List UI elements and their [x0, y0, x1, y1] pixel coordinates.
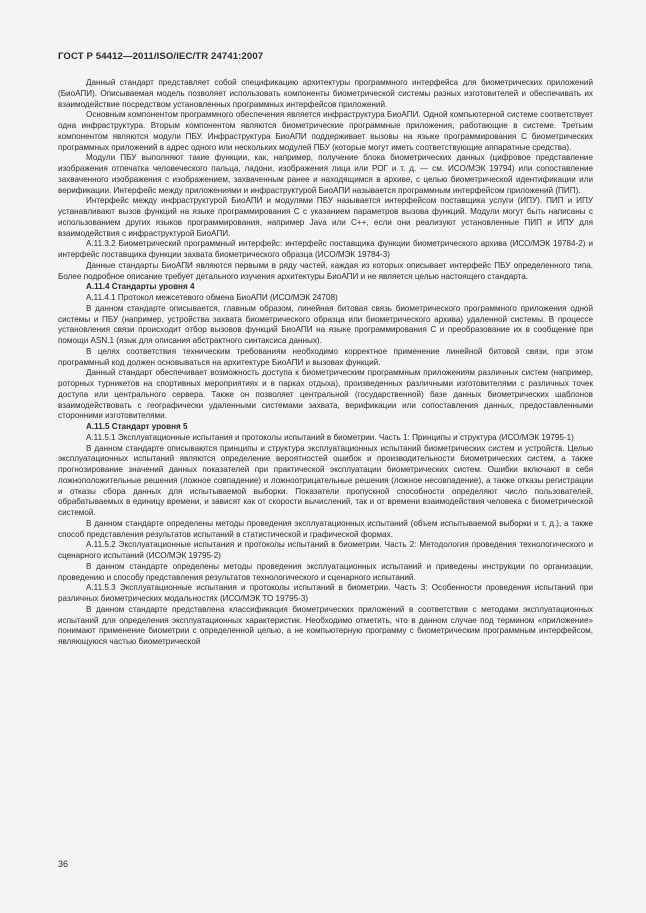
section-heading: А.11.4 Стандарты уровня 4: [86, 282, 195, 292]
paragraph: Данные стандарты БиоАПИ являются первыми в ряду частей, каждая из которых описывает интерфейс ПБУ определенного типа. Более подробное описание требует детального изучения архитектуры БиоАПИ и не является целью настоящего стандарта.: [58, 260, 593, 281]
paragraph: Модули ПБУ выполняют такие функции, как, например, получение блока биометрических данных (цифровое представление изображения отпечатка человеческого пальца, ладони, изображения лица или РОГ и т. д. — см. ИСО/МЭК 19794) или сопоставление захваченного изображения с изображением, захваченным ранее и находящимся в архиве, с целью биометрической идентификации или верификации. Интерфейс между приложениями и инфраструктурой БиоАПИ называется программным интерфейсом приложений (ПИП).: [58, 153, 593, 195]
paragraph: Данный стандарт обеспечивает возможность доступа к биометрическим программным приложениям различных систем (например, роторных турникетов на спортивных мероприятиях и в парках отдыха), произведенных различными изготовителями с различных точек доступа или центрального сервера. Также он позволяет центральной (государственной) базе данных биометрических шаблонов взаимодействовать с географически удаленными системами захвата, верификации или сопоставления данных, предоставленными сторонними изготовителями.: [58, 368, 593, 421]
paragraph: В целях соответствия техническим требованиям необходимо корректное применение линейной битовой связи, при этом программный код должен основываться на архитектуре БиоАПИ и вызовах функций.: [58, 346, 593, 367]
clause-title: А.11.3.2 Биометрический программный интерфейс: интерфейс поставщика функции биометрического архива (ИСО/МЭК 19784-2) и интерфейс поставщика функции захвата биометрического образца (ИСО/МЭК 19784-3): [58, 239, 593, 259]
paragraph: В данном стандарте представлена классификация биометрических приложений в соответствии с методами эксплуатационных испытаний для определения эксплуатационных характеристик. Необходимо отметить, что в данном случае под термином «приложение» понимают применение биометрии с определенной целью, а не компьютерную программу с биометрическим программным интерфейсом, являющуюся частью биометрической: [58, 604, 593, 646]
paragraph: В данном стандарте определены методы проведения эксплуатационных испытаний и приведены инструкции по организации, проведению и способу представления результатов технологического и сценарного испытаний.: [58, 561, 593, 582]
page-number: 36: [58, 859, 69, 869]
paragraph: Интерфейс между инфраструктурой БиоАПИ и модулями ПБУ называется интерфейсом поставщика услуги (ИПУ). ПИП и ИПУ устанавливают вызов функций на языке программирования С с указанием параметров вызова функций. Модули могут быть написаны с использованием других языков программирования, например Java или С++, если они реализуют установленные ПИП и ИПУ для взаимодействия с инфраструктурой БиоАПИ.: [58, 196, 593, 238]
document-header: ГОСТ Р 54412—2011/ISO/IEC/TR 24741:2007: [58, 51, 264, 62]
clause-title: А.11.5.2 Эксплуатационные испытания и протоколы испытаний в биометрии. Часть 2: Методология проведения технологического и сценарного испытаний (ИСО/МЭК 19795-2): [58, 540, 593, 560]
paragraph: В данном стандарте описывается, главным образом, линейная битовая связь биометрического программного приложения одной системы и ПБУ (например, устройства захвата биометрического образца или биометрического архива) удаленной системы. В процессе установления связи происходит отбор вызовов функций БиоАПИ на языке программирования С и преобразование их в сообщение при помощи ASN.1 (язык для описания абстрактного синтаксиса данных).: [58, 303, 593, 345]
paragraph: В данном стандарте определены методы проведения эксплуатационных испытаний (объем испытываемой выборки и т. д.), а также способ представления результатов испытаний в статистической и графической формах.: [58, 518, 593, 539]
clause-title: А.11.4.1 Протокол межсетевого обмена БиоАПИ (ИСО/МЭК 24708): [86, 293, 338, 302]
paragraph: Данный стандарт представляет собой спецификацию архитектуры программного интерфейса для биометрических приложений (БиоАПИ). Описываемая модель позволяет использовать компоненты биометрической системы разных изготовителей и обеспечивать их взаимодействие посредством установленных программных интерфейсов приложений.: [58, 78, 593, 109]
clause-title: А.11.5.3 Эксплуатационные испытания и протоколы испытаний в биометрии. Часть 3: Особенности проведения испытаний при различных биометрических модальностях (ИСО/МЭК ТО 19795-3): [58, 583, 593, 603]
section-heading: А.11.5 Стандарт уровня 5: [86, 422, 188, 431]
paragraph: Основным компонентом программного обеспечения является инфраструктура БиоАПИ. Одной компьютерной системе соответствует одна инфраструктура. Вторым компонентом являются биометрические программные приложения, работающие в системе. Третьим компонентом являются модули ПБУ. Инфраструктура БиоАПИ поддерживает вызовы на языке программирования С биометрических программных приложений в адрес одного или нескольких модулей ПБУ (которые могут иметь соответствующие аппаратные средства).: [58, 110, 593, 152]
document-body: [58, 78, 593, 648]
clause-title: А.11.5.1 Эксплуатационные испытания и протоколы испытаний в биометрии. Часть 1: Принципы и структура (ИСО/МЭК 19795-1): [86, 432, 574, 442]
paragraph: В данном стандарте описываются принципы и структура эксплуатационных испытаний биометрических систем и устройств. Целью эксплуатационных испытаний являются определение вероятностей ошибок и производительности биометрических систем, а также прогнозирование значений данных показателей при практической эксплуатации биометрических систем. Ошибки включают в себя ложноположительные решения (ложное совпадение) и ложноотрицательные решения (ложное несовпадение), а также отказы регистрации и отказы сбора данных для испытываемой выборки. Показатели пропускной способности определяют число пользователей, обрабатываемых в единицу времени, и зависят как от скорости вычислений, так и от времени взаимодействия человека с биометрической системой.: [58, 443, 593, 517]
